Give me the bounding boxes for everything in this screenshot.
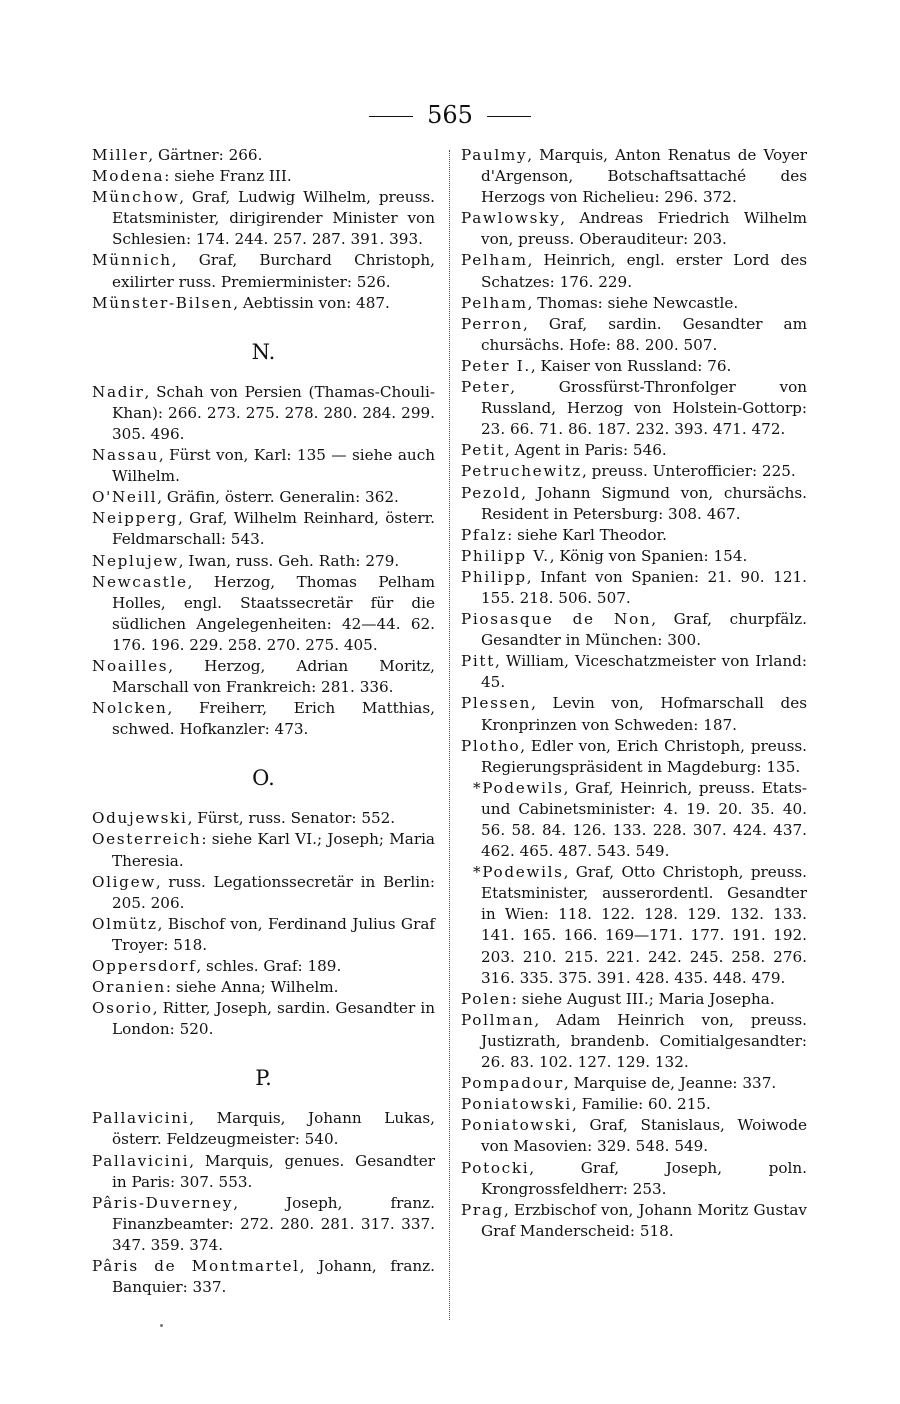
entry-description: , Marquis, genues. Gesandter in Paris: 307. 553.	[112, 1151, 435, 1191]
index-entry	[461, 736, 807, 778]
entry-description: , Kaiser von Russland: 76.	[530, 356, 732, 375]
entry-description: , Johann Sigmund von, chursächs. Resident in Petersburg: 308. 467.	[481, 483, 807, 523]
header-rule-right	[487, 116, 531, 117]
index-entry	[461, 546, 807, 567]
page-number: 565	[427, 101, 473, 129]
entry-name: Pallavicini	[92, 1109, 190, 1128]
entry-description: , preuss. Unterofficier: 225.	[581, 462, 796, 481]
index-entry	[92, 656, 435, 698]
entry-name: O'Neill	[92, 488, 158, 507]
entry-description: , Ritter, Joseph, sardin. Gesandter in London: 520.	[112, 999, 435, 1039]
entry-description: , Heinrich, engl. erster Lord des Schatzes: 176. 229.	[481, 251, 807, 291]
entry-description: , Adam Heinrich von, preuss. Justizrath, brandenb. Comitialgesandter: 26. 83. 102. 127. 129. 132.	[481, 1010, 807, 1072]
entry-name: Modena	[92, 167, 165, 186]
entry-description: , Graf, Otto Christoph, preuss. Etatsminister, ausserordentl. Gesandter in Wien: 118. 122. 128. 129. 132. 133. 141. 165. 166. 169—171. 177. 191. 192. 203. 210. 215. 221. 242. 245. 258. 276. 316. 335. 375. 391. 428. 435. 448. 479.	[481, 863, 807, 987]
index-entry	[461, 1073, 807, 1094]
index-entry	[461, 525, 807, 546]
entry-name: Miller	[92, 146, 149, 164]
index-entry	[92, 382, 435, 445]
entry-description: , Graf, Stanislaus, Woiwode von Masovien: 329. 548. 549.	[481, 1116, 807, 1156]
entry-name: Münchow	[92, 188, 180, 207]
entry-description: : siehe Karl VI.; Joseph; Maria Theresia.	[112, 830, 435, 870]
index-entry	[92, 872, 435, 914]
entry-description: , Graf, Joseph, poln. Krongrossfeldherr: 253.	[481, 1158, 807, 1198]
entry-description: , Graf, Heinrich, preuss. Etats- und Cabinetsminister: 4. 19. 20. 35. 40. 56. 58. 84. 126. 133. 228. 307. 424. 437. 462. 465. 487. 543. 549.	[481, 778, 807, 861]
entry-name: Noailles	[92, 656, 169, 675]
header-rule-left	[369, 116, 413, 117]
entry-name: Piosasque de Non	[461, 610, 652, 629]
index-entry	[92, 829, 435, 871]
index-entry	[92, 187, 435, 250]
entry-description: , Marquis, Johann Lukas, österr. Feldzeugmeister: 540.	[112, 1109, 435, 1149]
entry-description: , Johann, franz. Banquier: 337.	[112, 1257, 435, 1297]
index-entry	[461, 377, 807, 440]
entry-name: Oranien	[92, 978, 166, 997]
entry-name: Philipp V.	[461, 546, 550, 565]
index-entry	[461, 293, 807, 314]
entry-name: Petit	[461, 441, 505, 460]
entry-description: , William, Viceschatzmeister von Irland: 45.	[481, 652, 807, 692]
entry-name: Pawlowsky	[461, 209, 561, 228]
entry-name: Nolcken	[92, 699, 168, 718]
index-entry	[92, 698, 435, 740]
entry-name: Paulmy	[461, 146, 528, 164]
index-entry	[92, 1256, 435, 1298]
index-entry	[92, 293, 435, 314]
column-divider	[449, 150, 450, 1320]
entry-name: *Podewils	[473, 778, 564, 797]
entry-name: Osorio	[92, 999, 153, 1018]
entry-name: Plessen	[461, 694, 532, 713]
entry-description: : siehe August III.; Maria Josepha.	[511, 989, 775, 1008]
index-entry	[92, 956, 435, 977]
entry-description: , Graf, Wilhelm Reinhard, österr. Feldmarschall: 543.	[112, 509, 435, 549]
entry-description: , Iwan, russ. Geh. Rath: 279.	[178, 551, 400, 570]
entry-description: , Edler von, Erich Christoph, preuss. Regierungspräsident in Magdeburg: 135.	[481, 736, 807, 776]
index-entry	[461, 778, 807, 862]
index-entry	[461, 461, 807, 482]
entry-name: Pfalz	[461, 525, 508, 544]
entry-name: Oesterreich	[92, 830, 202, 849]
entry-description: , Thomas: siehe Newcastle.	[527, 293, 739, 312]
index-entry	[92, 166, 435, 187]
index-entry	[92, 808, 435, 829]
entry-name: Pelham	[461, 251, 528, 270]
entry-name: Pelham	[461, 293, 528, 312]
index-entry	[92, 551, 435, 572]
entry-name: Pâris de Montmartel	[92, 1257, 300, 1276]
index-entry	[92, 508, 435, 550]
entry-description: , Levin von, Hofmarschall des Kronprinzen von Schweden: 187.	[481, 694, 807, 734]
entry-name: Newcastle	[92, 572, 188, 591]
entry-name: Neplujew	[92, 551, 179, 570]
entry-name: Poniatowski	[461, 1095, 572, 1114]
stray-mark	[160, 1324, 163, 1327]
index-entry	[461, 314, 807, 356]
entry-name: Oppersdorf	[92, 957, 197, 975]
entry-description: : siehe Anna; Wilhelm.	[165, 978, 339, 997]
index-entry	[461, 483, 807, 525]
entry-description: , Fürst, russ. Senator: 552.	[187, 809, 396, 828]
index-entry	[461, 1158, 807, 1200]
entry-name: Potocki	[461, 1158, 530, 1177]
entry-description: , Marquis, Anton Renatus de Voyer d'Argenson, Botschaftsattaché des Herzogs von Richelieu: 296. 372.	[481, 146, 807, 207]
index-entry	[461, 145, 807, 208]
index-entry	[92, 1151, 435, 1193]
entry-name: Pallavicini	[92, 1151, 190, 1170]
entry-description: , Graf, Ludwig Wilhelm, preuss. Etatsminister, dirigirender Minister von Schlesien: 174. 244. 257. 287. 391. 393.	[112, 188, 435, 249]
page-header	[0, 100, 900, 130]
entry-description: , Herzog, Adrian Moritz, Marschall von Frankreich: 281. 336.	[112, 656, 435, 697]
entry-description: , König von Spanien: 154.	[549, 546, 748, 565]
index-entry	[461, 567, 807, 609]
entry-description: , Graf, sardin. Gesandter am chursächs. Hofe: 88. 200. 507.	[481, 314, 807, 354]
entry-description: , Joseph, franz. Finanzbeamter: 272. 280. 281. 317. 337. 347. 359. 374.	[112, 1193, 435, 1254]
entry-name: *Podewils	[473, 863, 564, 882]
entry-description: , Gräfin, österr. Generalin: 362.	[157, 488, 399, 507]
entry-description: , Agent in Paris: 546.	[504, 441, 667, 460]
index-entry	[92, 998, 435, 1040]
index-entry	[461, 440, 807, 461]
index-entry	[461, 989, 807, 1010]
index-entry	[92, 445, 435, 487]
left-column	[92, 145, 435, 1298]
entry-description: , Grossfürst-Thronfolger von Russland, Herzog von Holstein-Gottorp: 23. 66. 71. 86. 187. 232. 393. 471. 472.	[481, 378, 807, 439]
section-letter: O.	[252, 766, 275, 791]
entry-name: Peter	[461, 378, 511, 397]
entry-name: Münster-Bilsen	[92, 293, 234, 312]
index-entry	[92, 572, 435, 656]
entry-description: , Marquise de, Jeanne: 337.	[563, 1074, 777, 1093]
entry-description: , Aebtissin von: 487.	[233, 293, 390, 312]
entry-name: Oligew	[92, 872, 156, 891]
entry-name: Odujewski	[92, 809, 188, 828]
entry-name: Pâris-Duverney	[92, 1193, 234, 1212]
entry-name: Pitt	[461, 652, 495, 671]
index-entry	[461, 1010, 807, 1073]
index-entry	[92, 977, 435, 998]
entry-description: , Graf, churpfälz. Gesandter in München: 300.	[481, 610, 807, 650]
entry-description: : siehe Karl Theodor.	[507, 525, 667, 544]
index-entry	[461, 862, 807, 989]
entry-name: Perron	[461, 314, 524, 333]
entry-description: , Familie: 60. 215.	[571, 1095, 711, 1114]
index-entry	[92, 1108, 435, 1150]
entry-name: Plotho	[461, 736, 521, 755]
entry-description: , Fürst von, Karl: 135 — siehe auch Wilhelm.	[112, 446, 435, 486]
entry-name: Petruchewitz	[461, 462, 582, 481]
entry-description: , Bischof von, Ferdinand Julius Graf Troyer: 518.	[112, 914, 435, 954]
index-entry	[461, 208, 807, 250]
index-entry	[92, 250, 435, 292]
entry-description: , russ. Legationssecretär in Berlin: 205. 206.	[112, 872, 435, 912]
index-entry	[461, 1115, 807, 1157]
entry-name: Pompadour	[461, 1074, 564, 1093]
index-entry	[461, 250, 807, 292]
entry-description: , Andreas Friedrich Wilhelm von, preuss. Oberauditeur: 203.	[481, 209, 807, 249]
entry-description: , schles. Graf: 189.	[196, 957, 342, 975]
index-entry	[461, 1094, 807, 1115]
entry-description: , Herzog, Thomas Pelham Holles, engl. Staatssecretär für die südlichen Angelegenheiten: 42—44. 62. 176. 196. 229. 258. 270. 275. 405.	[112, 572, 435, 654]
entry-description: , Erzbischof von, Johann Moritz Gustav Graf Manderscheid: 518.	[481, 1200, 807, 1240]
entry-description: , Graf, Burchard Christoph, exilirter russ. Premierminister: 526.	[112, 251, 435, 291]
entry-name: Nadir	[92, 382, 145, 401]
entry-name: Polen	[461, 989, 512, 1008]
entry-description: , Infant von Spanien: 21. 90. 121. 155. 218. 506. 507.	[481, 567, 807, 607]
index-entry	[92, 145, 435, 166]
section-letter: N.	[251, 339, 276, 364]
index-entry	[461, 651, 807, 693]
entry-description: , Schah von Persien (Thamas-Chouli-Khan): 266. 273. 275. 278. 280. 284. 299. 305. 496.	[112, 382, 435, 443]
entry-description: : siehe Franz III.	[164, 167, 292, 186]
index-entry	[92, 487, 435, 508]
index-entry	[92, 1193, 435, 1256]
entry-name: Peter I.	[461, 356, 531, 375]
section-letter: P.	[255, 1066, 272, 1091]
entry-name: Poniatowski	[461, 1116, 572, 1135]
index-entry	[461, 356, 807, 377]
entry-description: , Gärtner: 266.	[148, 146, 263, 164]
index-entry	[461, 609, 807, 651]
entry-name: Pollman	[461, 1010, 535, 1029]
entry-name: Philipp	[461, 567, 527, 586]
right-column	[461, 145, 807, 1242]
entry-name: Neipperg	[92, 509, 178, 528]
index-entry	[92, 914, 435, 956]
index-entry	[461, 1200, 807, 1242]
entry-description: , Freiherr, Erich Matthias, schwed. Hofkanzler: 473.	[112, 699, 435, 739]
entry-name: Olmütz	[92, 914, 158, 933]
entry-name: Prag	[461, 1200, 504, 1219]
entry-name: Pezold	[461, 483, 522, 502]
index-entry	[461, 693, 807, 735]
entry-name: Nassau	[92, 446, 159, 465]
entry-name: Münnich	[92, 251, 172, 270]
